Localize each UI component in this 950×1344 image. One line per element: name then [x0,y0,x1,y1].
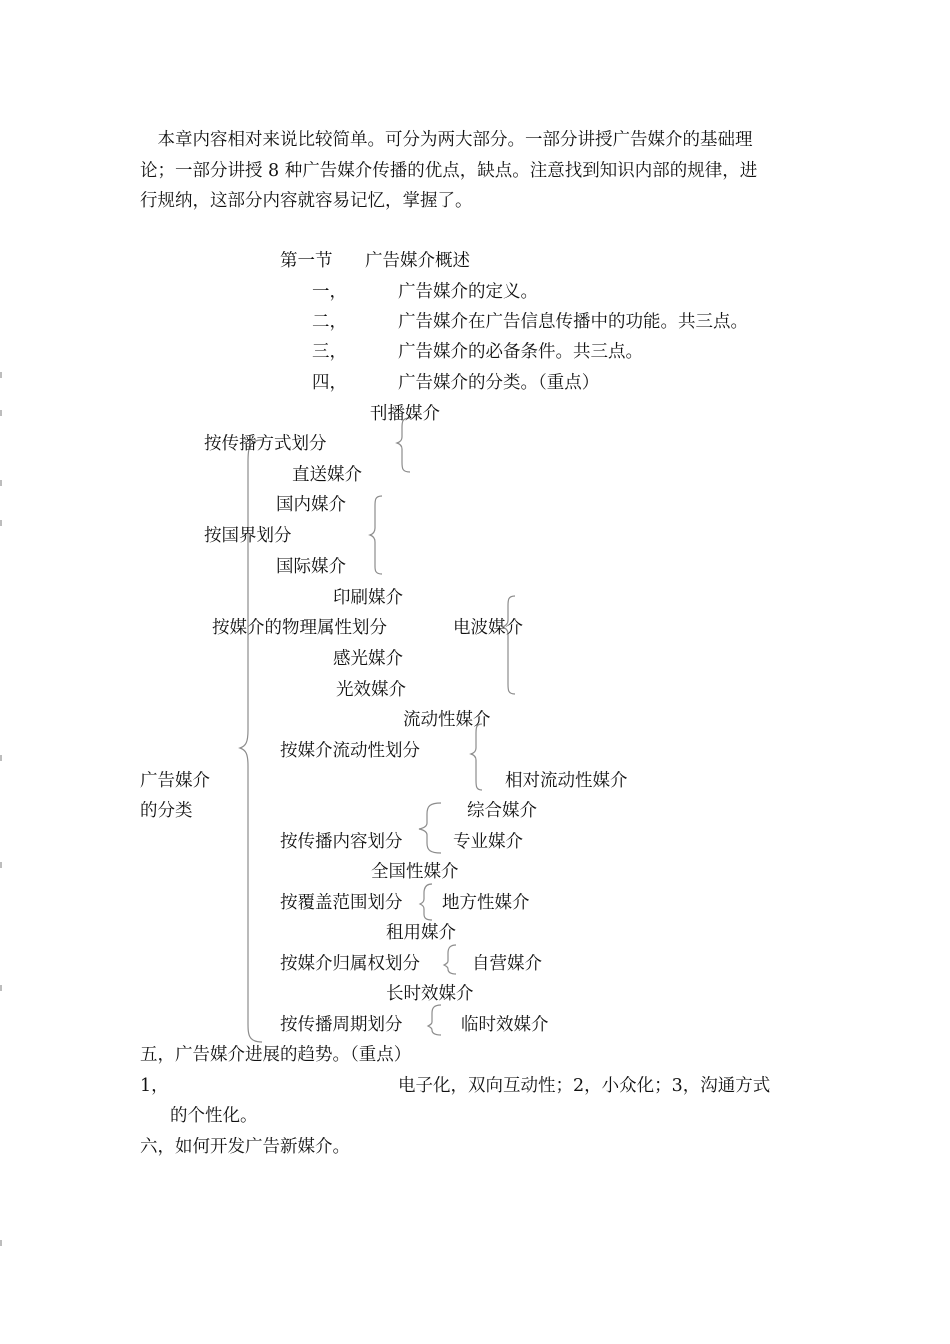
edge-mark [0,862,2,868]
tree-group-label: 按媒介的物理属性划分 [212,618,387,638]
section-number: 第一节 [280,251,333,271]
item-number: 一， [312,282,347,302]
section-title: 广告媒介概述 [365,251,470,271]
intro-line: 行规纳，这部分内容就容易记忆，掌握了。 [140,191,473,211]
tree-leaf: 国际媒介 [276,557,346,577]
trend-heading: 五，广告媒介进展的趋势。（重点） [140,1045,412,1065]
brace-coverage [420,884,432,920]
tree-leaf: 全国性媒介 [371,862,459,882]
trend-number: 1， [140,1076,169,1096]
tree-group-label: 按传播内容划分 [280,832,403,852]
brace-physical [502,596,515,694]
item-text: 广告媒介的定义。 [398,282,538,302]
tree-leaf: 综合媒介 [467,801,537,821]
tree-leaf: 自营媒介 [472,954,542,974]
tree-group-label: 按国界划分 [204,526,292,546]
intro-line: 论；一部分讲授 8 种广告媒介传播的优点，缺点。注意找到知识内部的规律，进 [140,160,758,181]
tree-leaf: 电波媒介 [453,618,523,638]
brace-mobility [471,724,482,790]
brace-ownership [444,945,456,974]
tree-leaf: 印刷媒介 [333,588,403,608]
tree-group-label: 按传播周期划分 [280,1015,403,1035]
tree-leaf: 租用媒介 [386,923,456,943]
tree-root-label: 的分类 [140,801,193,821]
item-number: 二， [312,312,347,332]
trend-text: 电子化，双向互动性；2，小众化；3，沟通方式 [398,1076,771,1096]
tree-leaf: 刊播媒介 [370,404,440,424]
brace-cycle [428,1005,441,1035]
develop-heading: 六，如何开发广告新媒介。 [140,1137,350,1157]
tree-group-label: 按传播方式划分 [204,434,327,454]
tree-group-label: 按媒介归属权划分 [280,954,420,974]
brace-border [370,496,382,574]
tree-leaf: 长时效媒介 [386,984,474,1004]
tree-leaf: 感光媒介 [333,649,403,669]
edge-mark [0,480,2,486]
item-number: 三， [312,342,347,362]
brace-content [419,803,441,853]
tree-leaf: 光效媒介 [336,680,406,700]
item-text: 广告媒介在广告信息传播中的功能。共三点。 [398,312,748,332]
tree-root-label: 广告媒介 [140,771,210,791]
intro-line: 本章内容相对来说比较简单。可分为两大部分。一部分讲授广告媒介的基础理 [140,130,753,150]
tree-leaf: 临时效媒介 [461,1015,549,1035]
edge-mark [0,372,2,378]
tree-group-label: 按媒介流动性划分 [280,741,420,761]
item-number: 四， [312,373,347,393]
tree-leaf: 地方性媒介 [442,893,530,913]
intro-paragraph [140,125,812,217]
tree-leaf: 流动性媒介 [403,710,491,730]
edge-mark [0,985,2,991]
trend-text: 的个性化。 [170,1106,258,1126]
edge-mark [0,1240,2,1246]
tree-leaf: 相对流动性媒介 [505,771,628,791]
edge-mark [0,755,2,761]
tree-leaf: 专业媒介 [453,832,523,852]
item-text: 广告媒介的分类。（重点） [398,373,600,393]
brace-transmission [397,418,410,472]
tree-group-label: 按覆盖范围划分 [280,893,403,913]
edge-mark [0,520,2,526]
tree-leaf: 直送媒介 [292,465,362,485]
tree-leaf: 国内媒介 [276,495,346,515]
item-text: 广告媒介的必备条件。共三点。 [398,342,643,362]
edge-mark [0,410,2,416]
